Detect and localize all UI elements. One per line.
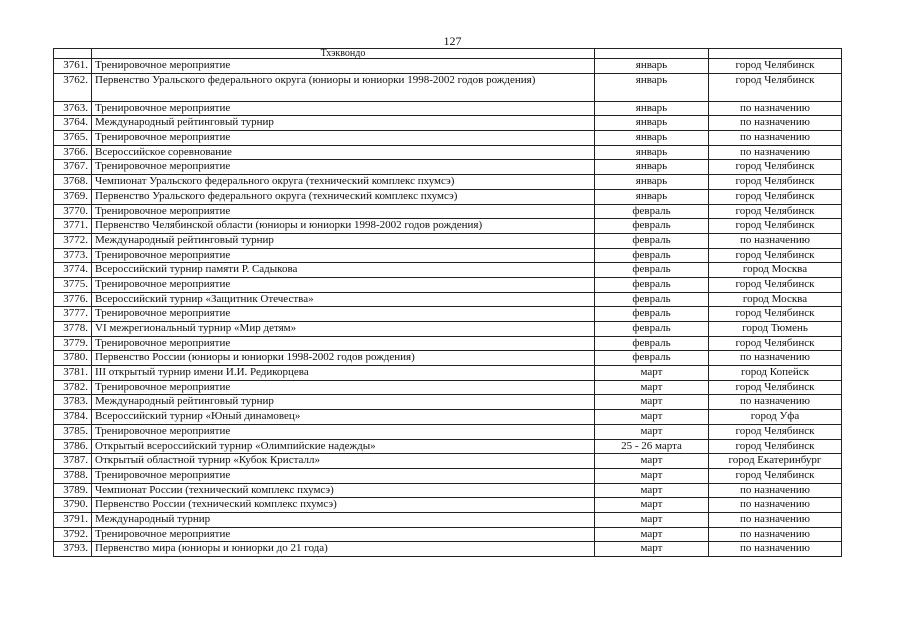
event-date: январь <box>595 116 709 131</box>
table-row <box>54 277 842 292</box>
row-number: 3766. <box>54 145 92 160</box>
table-row <box>54 219 842 234</box>
event-date: февраль <box>595 351 709 366</box>
event-name: Первенство Челябинской области (юниоры и юниорки 1998-2002 годов рождения) <box>92 219 595 234</box>
table-row <box>54 160 842 175</box>
table-row <box>54 59 842 74</box>
event-name: Тренировочное мероприятие <box>92 248 595 263</box>
event-date: март <box>595 527 709 542</box>
events-table-body <box>54 49 842 557</box>
event-name: Тренировочное мероприятие <box>92 380 595 395</box>
row-number: 3772. <box>54 233 92 248</box>
event-date: февраль <box>595 233 709 248</box>
event-place: по назначению <box>709 351 842 366</box>
event-date: январь <box>595 160 709 175</box>
row-number: 3783. <box>54 395 92 410</box>
event-date: март <box>595 542 709 557</box>
table-row <box>54 366 842 381</box>
table-row <box>54 175 842 190</box>
event-name: Первенство мира (юниоры и юниорки до 21 года) <box>92 542 595 557</box>
event-name: Тренировочное мероприятие <box>92 277 595 292</box>
event-name: Международный рейтинговый турнир <box>92 116 595 131</box>
event-date: февраль <box>595 248 709 263</box>
table-row <box>54 351 842 366</box>
row-number: 3771. <box>54 219 92 234</box>
row-number: 3769. <box>54 189 92 204</box>
event-place: по назначению <box>709 498 842 513</box>
table-row <box>54 116 842 131</box>
table-row <box>54 454 842 469</box>
event-date: март <box>595 366 709 381</box>
event-place: по назначению <box>709 527 842 542</box>
table-row <box>54 439 842 454</box>
event-place: город Челябинск <box>709 204 842 219</box>
event-date: январь <box>595 175 709 190</box>
event-date: февраль <box>595 219 709 234</box>
event-place: город Челябинск <box>709 307 842 322</box>
row-number: 3791. <box>54 512 92 527</box>
event-name: Международный рейтинговый турнир <box>92 233 595 248</box>
event-place: город Москва <box>709 292 842 307</box>
event-name: Всероссийский турнир «Юный динамовец» <box>92 410 595 425</box>
event-date: февраль <box>595 277 709 292</box>
event-name: Всероссийский турнир «Защитник Отечества» <box>92 292 595 307</box>
event-place: город Челябинск <box>709 424 842 439</box>
row-number: 3776. <box>54 292 92 307</box>
event-name: Тренировочное мероприятие <box>92 527 595 542</box>
event-name: Всероссийский турнир памяти Р. Садыкова <box>92 263 595 278</box>
event-date: февраль <box>595 292 709 307</box>
event-place: город Челябинск <box>709 468 842 483</box>
event-date: март <box>595 483 709 498</box>
table-row <box>54 498 842 513</box>
table-row <box>54 292 842 307</box>
event-name: Тренировочное мероприятие <box>92 468 595 483</box>
row-number: 3779. <box>54 336 92 351</box>
event-name: Тренировочное мероприятие <box>92 336 595 351</box>
event-date: февраль <box>595 322 709 337</box>
row-number: 3777. <box>54 307 92 322</box>
table-row <box>54 263 842 278</box>
event-place: город Челябинск <box>709 277 842 292</box>
event-name: Чемпионат Уральского федерального округа (технический комплекс пхумсэ) <box>92 175 595 190</box>
row-number: 3765. <box>54 131 92 146</box>
table-row <box>54 336 842 351</box>
page-number: 127 <box>443 34 462 48</box>
event-name: Всероссийское соревнование <box>92 145 595 160</box>
event-name: Международный рейтинговый турнир <box>92 395 595 410</box>
event-place: по назначению <box>709 116 842 131</box>
row-number: 3774. <box>54 263 92 278</box>
event-date: февраль <box>595 336 709 351</box>
row-number: 3789. <box>54 483 92 498</box>
row-number: 3785. <box>54 424 92 439</box>
event-place: город Екатеринбург <box>709 454 842 469</box>
event-place: город Тюмень <box>709 322 842 337</box>
event-place: по назначению <box>709 483 842 498</box>
table-row <box>54 101 842 116</box>
event-place: по назначению <box>709 233 842 248</box>
event-name: Тренировочное мероприятие <box>92 204 595 219</box>
table-row <box>54 204 842 219</box>
row-number: 3787. <box>54 454 92 469</box>
event-name: Первенство России (технический комплекс пхумсэ) <box>92 498 595 513</box>
row-number: 3784. <box>54 410 92 425</box>
table-row <box>54 395 842 410</box>
row-number: 3786. <box>54 439 92 454</box>
row-number: 3780. <box>54 351 92 366</box>
event-name: Тренировочное мероприятие <box>92 160 595 175</box>
row-number: 3763. <box>54 101 92 116</box>
row-number: 3770. <box>54 204 92 219</box>
event-name: Первенство Уральского федерального округа (юниоры и юниорки 1998-2002 годов рождения) <box>92 73 595 101</box>
section-num-cell <box>54 49 92 59</box>
event-name: Тренировочное мероприятие <box>92 424 595 439</box>
table-row <box>54 483 842 498</box>
event-place: город Челябинск <box>709 175 842 190</box>
table-row <box>54 307 842 322</box>
row-number: 3788. <box>54 468 92 483</box>
section-place-cell <box>709 49 842 59</box>
event-place: город Челябинск <box>709 73 842 101</box>
row-number: 3793. <box>54 542 92 557</box>
table-row <box>54 145 842 160</box>
event-name: Первенство Уральского федерального округа (технический комплекс пхумсэ) <box>92 189 595 204</box>
event-place: по назначению <box>709 542 842 557</box>
event-place: по назначению <box>709 512 842 527</box>
row-number: 3778. <box>54 322 92 337</box>
event-date: март <box>595 410 709 425</box>
event-place: город Челябинск <box>709 59 842 74</box>
event-place: город Челябинск <box>709 189 842 204</box>
event-place: город Копейск <box>709 366 842 381</box>
table-row <box>54 542 842 557</box>
event-name: Тренировочное мероприятие <box>92 101 595 116</box>
event-place: город Челябинск <box>709 219 842 234</box>
section-title: Тхэквондо <box>92 49 595 59</box>
row-number: 3767. <box>54 160 92 175</box>
row-number: 3764. <box>54 116 92 131</box>
table-row <box>54 233 842 248</box>
row-number: 3761. <box>54 59 92 74</box>
row-number: 3762. <box>54 73 92 101</box>
event-date: февраль <box>595 204 709 219</box>
row-number: 3775. <box>54 277 92 292</box>
event-place: город Уфа <box>709 410 842 425</box>
event-place: по назначению <box>709 101 842 116</box>
row-number: 3782. <box>54 380 92 395</box>
table-row <box>54 424 842 439</box>
event-date: март <box>595 424 709 439</box>
event-place: город Челябинск <box>709 336 842 351</box>
event-place: город Челябинск <box>709 160 842 175</box>
event-date: январь <box>595 131 709 146</box>
event-date: январь <box>595 101 709 116</box>
table-row <box>54 380 842 395</box>
table-row <box>54 189 842 204</box>
table-row <box>54 73 842 101</box>
event-place: по назначению <box>709 395 842 410</box>
event-name: Тренировочное мероприятие <box>92 59 595 74</box>
event-name: Открытый всероссийский турнир «Олимпийские надежды» <box>92 439 595 454</box>
event-name: Тренировочное мероприятие <box>92 131 595 146</box>
event-date: март <box>595 512 709 527</box>
event-date: март <box>595 468 709 483</box>
event-date: январь <box>595 145 709 160</box>
event-date: 25 - 26 марта <box>595 439 709 454</box>
row-number: 3773. <box>54 248 92 263</box>
events-table <box>53 48 842 557</box>
event-date: февраль <box>595 307 709 322</box>
event-name: Чемпионат России (технический комплекс пхумсэ) <box>92 483 595 498</box>
event-date: январь <box>595 189 709 204</box>
table-row <box>54 248 842 263</box>
table-row <box>54 131 842 146</box>
event-date: январь <box>595 59 709 74</box>
table-row <box>54 512 842 527</box>
event-place: по назначению <box>709 131 842 146</box>
event-date: январь <box>595 73 709 101</box>
row-number: 3781. <box>54 366 92 381</box>
table-row <box>54 527 842 542</box>
event-place: город Москва <box>709 263 842 278</box>
section-date-cell <box>595 49 709 59</box>
event-place: по назначению <box>709 145 842 160</box>
event-place: город Челябинск <box>709 248 842 263</box>
event-name: VI межрегиональный турнир «Мир детям» <box>92 322 595 337</box>
event-date: март <box>595 395 709 410</box>
table-row <box>54 322 842 337</box>
table-row <box>54 468 842 483</box>
event-place: город Челябинск <box>709 439 842 454</box>
event-name: Тренировочное мероприятие <box>92 307 595 322</box>
event-name: Открытый областной турнир «Кубок Кристалл» <box>92 454 595 469</box>
event-date: март <box>595 498 709 513</box>
event-date: февраль <box>595 263 709 278</box>
table-row <box>54 410 842 425</box>
event-date: март <box>595 454 709 469</box>
section-header-row <box>54 49 842 59</box>
event-name: Международный турнир <box>92 512 595 527</box>
event-name: III открытый турнир имени И.И. Редикорцева <box>92 366 595 381</box>
row-number: 3790. <box>54 498 92 513</box>
event-name: Первенство России (юниоры и юниорки 1998-2002 годов рождения) <box>92 351 595 366</box>
event-date: март <box>595 380 709 395</box>
row-number: 3792. <box>54 527 92 542</box>
row-number: 3768. <box>54 175 92 190</box>
event-place: город Челябинск <box>709 380 842 395</box>
